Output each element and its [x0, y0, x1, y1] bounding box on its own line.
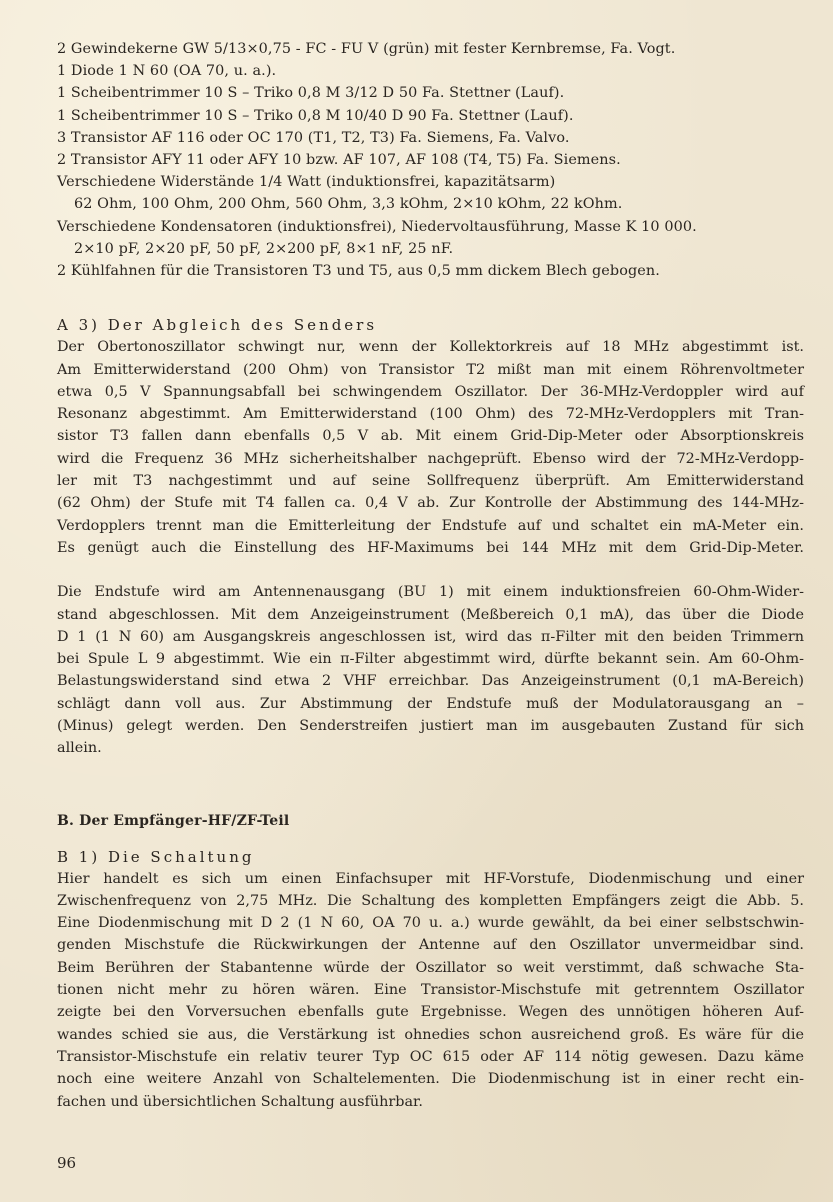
paragraph-b1: [57, 868, 807, 1113]
list-item: 1 Scheibentrimmer 10 S – Triko 0,8 M 10/40 D 90 Fa. Stettner (Lauf).: [57, 107, 574, 124]
text-line: (62 Ohm) der Stufe mit T4 fallen ca. 0,4 V ab. Zur Kontrolle der Abstimmung des 144-MHz-: [57, 495, 804, 512]
text-line: Die Endstufe wird am Antennenausgang (BU 1) mit einem induktionsfreien 60-Ohm-Wider-: [57, 584, 804, 601]
list-item: 2×10 pF, 2×20 pF, 50 pF, 2×200 pF, 8×1 nF, 25 nF.: [74, 240, 454, 257]
text-line: Eine Diodenmischung mit D 2 (1 N 60, OA 70 u. a.) wurde gewählt, da bei einer selbstschwin-: [57, 915, 804, 932]
list-item: 2 Gewindekerne GW 5/13×0,75 - FC - FU V (grün) mit fester Kernbremse, Fa. Vogt.: [57, 41, 676, 57]
text-line: Belastungswiderstand sind etwa 2 VHF erreichbar. Das Anzeigeinstrument (0,1 mA-Bereich): [57, 673, 804, 690]
text-line: zeigte bei den Vorversuchen ebenfalls gute Ergebnisse. Wegen des unnötigen höheren Auf-: [57, 1004, 804, 1021]
text-line: schlägt dann voll aus. Zur Abstimmung der Endstufe muß der Modulatorausgang an –: [57, 695, 804, 712]
text-line: sistor T3 fallen dann ebenfalls 0,5 V ab. Mit einem Grid-Dip-Meter oder Absorptionskreis: [57, 428, 804, 445]
text-line: etwa 0,5 V Spannungsabfall bei schwingendem Oszillator. Der 36-MHz-Verdoppler wird auf: [57, 383, 804, 400]
text-line: wird die Frequenz 36 MHz sicherheitshalber nachgeprüft. Ebenso wird der 72-MHz-Verdopp-: [57, 450, 804, 467]
text-line: Zwischenfrequenz von 2,75 MHz. Die Schaltung des kompletten Empfängers zeigt die Abb. 5.: [57, 892, 804, 909]
section-heading-b: B. Der Empfänger-HF/ZF-Teil: [57, 812, 290, 829]
text-line: stand abgeschlossen. Mit dem Anzeigeinstrument (Meßbereich 0,1 mA), das über die Diode: [57, 606, 804, 623]
text-line: fachen und übersichtlichen Schaltung ausführbar.: [57, 1093, 423, 1110]
section-heading-b1: B 1) Die Schaltung: [57, 847, 255, 866]
text-line: Resonanz abgestimmt. Am Emitterwiderstand (100 Ohm) des 72-MHz-Verdopplers mit Tran-: [57, 406, 804, 423]
section-heading-a3: A 3) Der Abgleich des Senders: [57, 316, 378, 335]
text-line: Transistor-Mischstufe ein relativ teurer Typ OC 615 oder AF 114 nötig gewesen. Dazu käme: [57, 1048, 804, 1065]
text-line: bei Spule L 9 abgestimmt. Wie ein π-Filter abgestimmt wird, dürfte bekannt sein. Am 60-Ohm-: [57, 651, 804, 668]
page-number: 96: [57, 1154, 77, 1172]
paragraph-a3-1: [57, 336, 807, 559]
text-line: allein.: [57, 740, 102, 757]
list-item: 2 Kühlfahnen für die Transistoren T3 und T5, aus 0,5 mm dickem Blech gebogen.: [57, 263, 660, 280]
list-item: 2 Transistor AFY 11 oder AFY 10 bzw. AF 107, AF 108 (T4, T5) Fa. Siemens.: [57, 152, 621, 169]
text-line: genden Mischstufe die Rückwirkungen der Antenne auf den Oszillator unvermeidbar sind.: [57, 937, 804, 954]
text-line: Am Emitterwiderstand (200 Ohm) von Transistor T2 mißt man mit einem Röhrenvoltmeter: [57, 361, 804, 378]
text-line: D 1 (1 N 60) am Ausgangskreis angeschlossen ist, wird das π-Filter mit den beiden Trimmern: [57, 628, 804, 645]
paragraph-a3-2: [57, 581, 807, 759]
book-page: [57, 38, 807, 1113]
text-line: Es genügt auch die Einstellung des HF-Maximums bei 144 MHz mit dem Grid-Dip-Meter.: [57, 539, 804, 556]
text-line: Der Obertonoszillator schwingt nur, wenn der Kollektorkreis auf 18 MHz abgestimmt ist.: [57, 339, 804, 356]
text-line: Hier handelt es sich um einen Einfachsuper mit HF-Vorstufe, Diodenmischung und einer: [57, 870, 804, 887]
text-line: Beim Berühren der Stabantenne würde der Oszillator so weit verstimmt, daß schwache Sta-: [57, 959, 804, 976]
parts-list: [57, 38, 807, 282]
text-line: tionen nicht mehr zu hören wären. Eine Transistor-Mischstufe mit getrenntem Oszillator: [57, 982, 804, 999]
list-item: 1 Scheibentrimmer 10 S – Triko 0,8 M 3/12 D 50 Fa. Stettner (Lauf).: [57, 85, 565, 102]
text-line: ler mit T3 nachgestimmt und auf seine Sollfrequenz überprüft. Am Emitterwiderstand: [57, 473, 804, 490]
list-item: Verschiedene Widerstände 1/4 Watt (induktionsfrei, kapazitätsarm): [57, 174, 556, 191]
text-line: noch eine weitere Anzahl von Schaltelementen. Die Diodenmischung ist in einer recht ein-: [57, 1071, 804, 1088]
text-line: wandes schied sie aus, die Verstärkung ist ohnedies schon ausreichend groß. Es wäre für die: [57, 1026, 804, 1043]
text-line: (Minus) gelegt werden. Den Senderstreifen justiert man im ausgebauten Zustand für sich: [57, 717, 804, 734]
list-item: 1 Diode 1 N 60 (OA 70, u. a.).: [57, 63, 277, 80]
list-item: 3 Transistor AF 116 oder OC 170 (T1, T2, T3) Fa. Siemens, Fa. Valvo.: [57, 129, 570, 146]
list-item: Verschiedene Kondensatoren (induktionsfrei), Niedervoltausführung, Masse K 10 000.: [57, 218, 697, 235]
list-item: 62 Ohm, 100 Ohm, 200 Ohm, 560 Ohm, 3,3 kOhm, 2×10 kOhm, 22 kOhm.: [74, 196, 623, 213]
text-line: Verdopplers trennt man die Emitterleitung der Endstufe auf und schaltet ein mA-Meter ein.: [57, 517, 804, 534]
